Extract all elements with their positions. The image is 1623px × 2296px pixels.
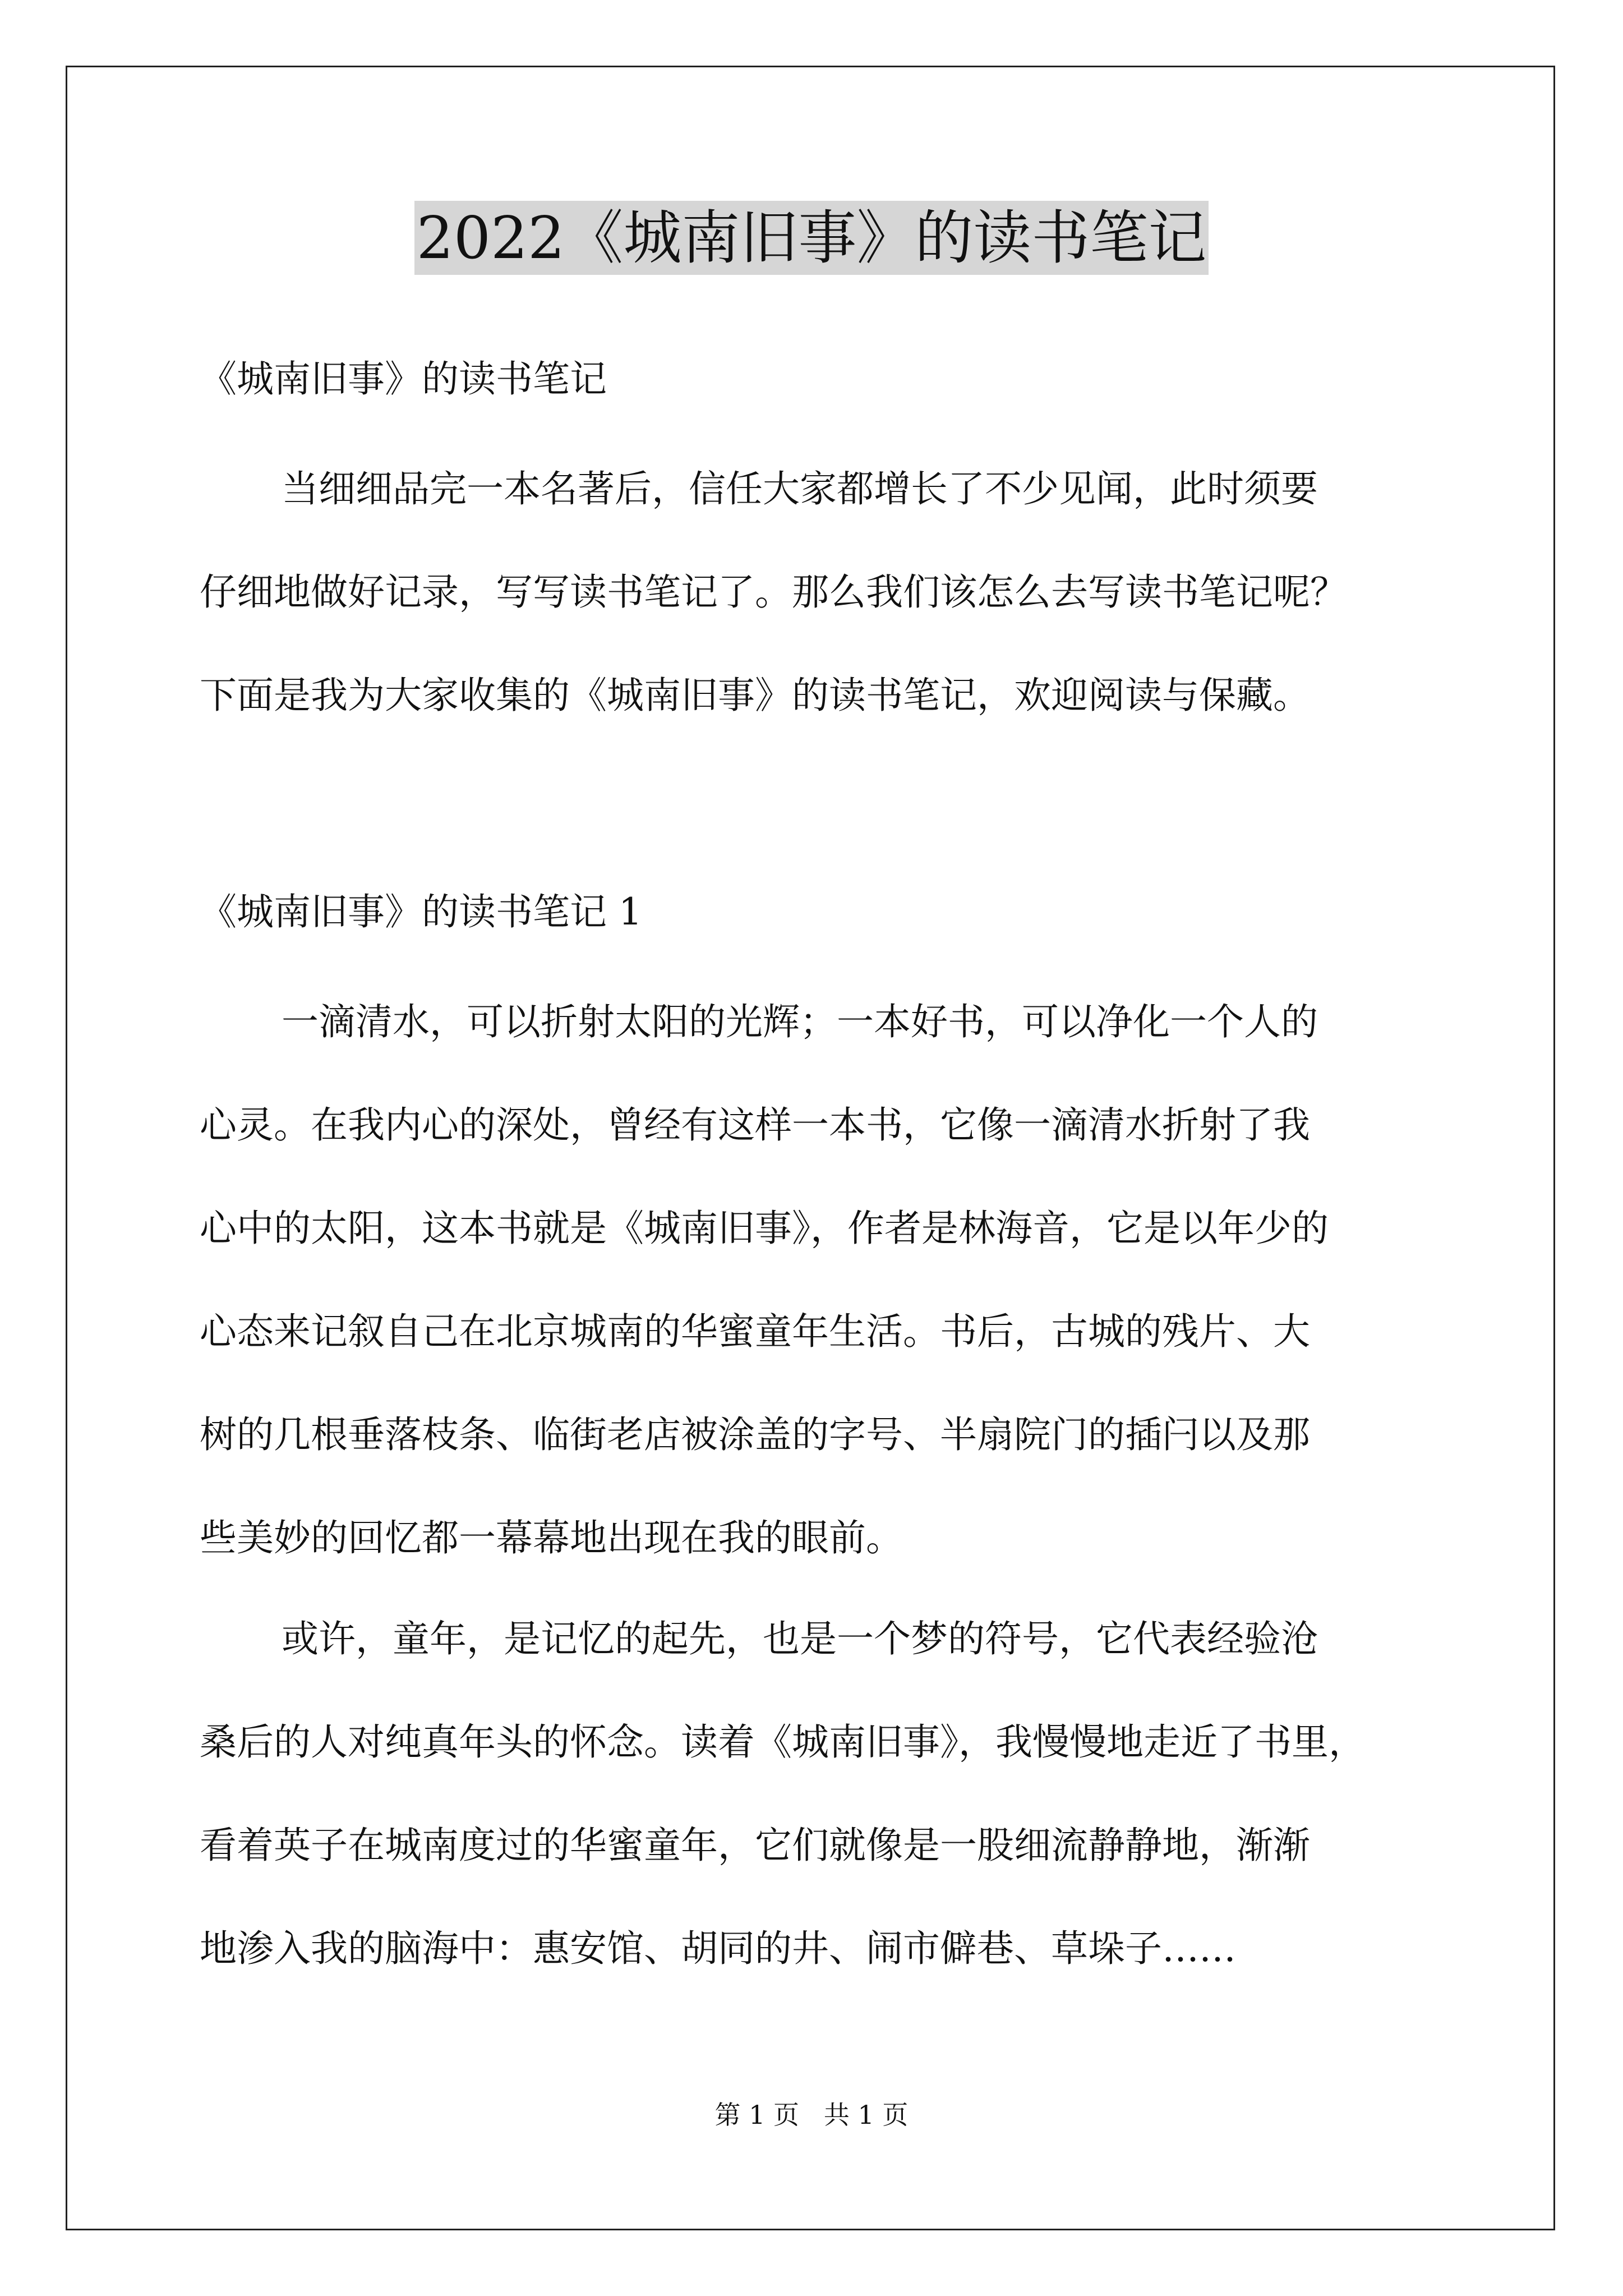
page-title: 2022《城南旧事》的读书笔记 [414, 201, 1209, 275]
paragraph-line: 看着英子在城南度过的华蜜童年，它们就像是一股细流静静地，渐渐 [200, 1824, 1310, 1867]
paragraph-line: 心态来记叙自己在北京城南的华蜜童年生活。书后，古城的残片、大 [200, 1310, 1310, 1353]
intro-line: 当细细品完一本名著后，信任大家都增长了不少见闻，此时须要 [282, 467, 1318, 510]
paragraph-line: 或许，童年，是记忆的起先，也是一个梦的符号，它代表经验沧 [282, 1617, 1318, 1660]
intro-line: 下面是我为大家收集的《城南旧事》的读书笔记，欢迎阅读与保藏。 [200, 674, 1310, 717]
section-heading: 《城南旧事》的读书笔记 1 [200, 890, 642, 933]
paragraph-line: 一滴清水，可以折射太阳的光辉；一本好书，可以净化一个人的 [282, 1000, 1318, 1043]
paragraph-line: 心中的太阳，这本书就是《城南旧事》，作者是林海音，它是以年少的 [200, 1207, 1329, 1250]
paragraph-line: 心灵。在我内心的深处，曾经有这样一本书，它像一滴清水折射了我 [200, 1103, 1310, 1147]
intro-line: 仔细地做好记录，写写读书笔记了。那么我们该怎么去写读书笔记呢？ [200, 570, 1347, 614]
body-paragraph-2 [200, 1588, 1461, 2000]
paragraph-line: 桑后的人对纯真年头的怀念。读着《城南旧事》，我慢慢地走近了书里， [200, 1720, 1366, 1764]
document-subtitle: 《城南旧事》的读书笔记 [200, 357, 607, 401]
paragraph-line: 些美妙的回忆都一幕幕地出现在我的眼前。 [200, 1516, 903, 1559]
intro-paragraph [200, 438, 1461, 747]
paragraph-line: 树的几根垂落枝条、临街老店被涂盖的字号、半扇院门的插闩以及那 [200, 1413, 1310, 1456]
page-footer: 第 1 页 共 1 页 [714, 2100, 909, 2130]
title-container [0, 201, 1623, 275]
paragraph-line: 地渗入我的脑海中：惠安馆、胡同的井、闹市僻巷、草垛子…… [200, 1927, 1236, 1970]
body-paragraph-1 [200, 970, 1461, 1590]
